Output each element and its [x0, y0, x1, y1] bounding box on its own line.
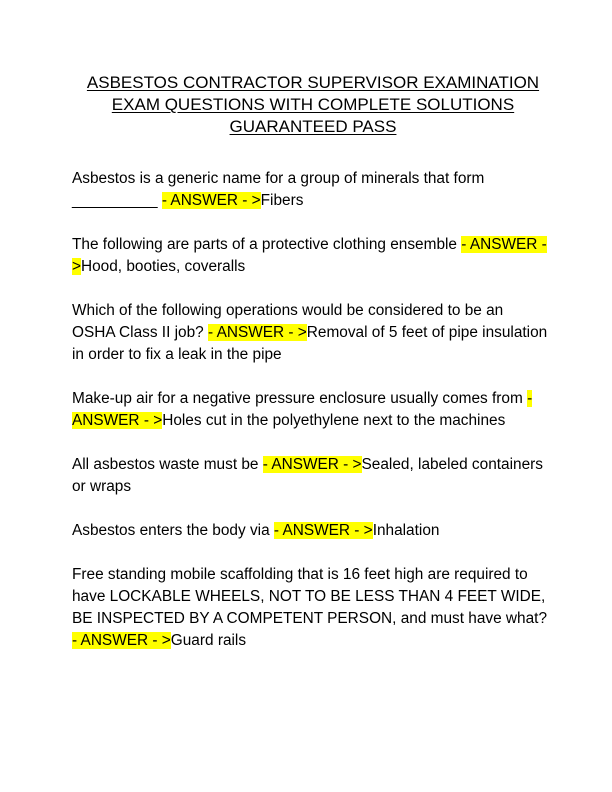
- question-text: Make-up air for a negative pressure enclosure usually comes from: [72, 390, 528, 407]
- answer-marker: - ANSWER - >: [72, 632, 171, 649]
- qa-item: [72, 388, 548, 432]
- question-text: Asbestos is a generic name for a group of minerals that form __________: [72, 170, 485, 209]
- title-line-2: EXAM QUESTIONS WITH COMPLETE SOLUTIONS: [111, 95, 515, 114]
- question-text: The following are parts of a protective clothing ensemble: [72, 236, 462, 253]
- qa-item: [72, 564, 548, 652]
- answer-text: Removal of 5 feet of pipe insulation in order to fix a leak in the pipe: [72, 324, 548, 363]
- qa-item: [72, 168, 548, 212]
- answer-text: Sealed, labeled containers or wraps: [72, 456, 543, 495]
- qa-item: [72, 300, 548, 366]
- answer-marker: - ANSWER - >: [208, 324, 307, 341]
- answer-marker: - ANSWER - >: [273, 522, 373, 539]
- answer-text: Holes cut in the polyethylene next to the machines: [162, 412, 506, 429]
- qa-item: [72, 454, 548, 498]
- title-line-1: ASBESTOS CONTRACTOR SUPERVISOR EXAMINATION: [86, 73, 540, 92]
- question-text: Which of the following operations would be considered to be an OSHA Class II job?: [72, 302, 504, 341]
- document-title: [72, 72, 548, 138]
- qa-item: [72, 520, 548, 542]
- answer-marker: - ANSWER - >: [72, 236, 547, 275]
- question-text: Free standing mobile scaffolding that is 16 feet high are required to have LOCKABLE WHEELS, NOT TO BE LESS THAN 4 FEET WIDE, BE INSPECTED BY A COMPETENT PERSON, and must have what?: [72, 566, 548, 627]
- title-line-3: GUARANTEED PASS: [229, 117, 397, 136]
- answer-text: Hood, booties, coveralls: [81, 258, 246, 275]
- question-text: Asbestos enters the body via: [72, 522, 274, 539]
- answer-marker: - ANSWER - >: [72, 390, 533, 429]
- qa-item: [72, 234, 548, 278]
- answer-text: Fibers: [260, 192, 304, 209]
- answer-marker: - ANSWER - >: [262, 456, 362, 473]
- answer-marker: - ANSWER - >: [161, 192, 261, 209]
- answer-text: Inhalation: [372, 522, 440, 539]
- question-text: All asbestos waste must be: [72, 456, 263, 473]
- answer-text: Guard rails: [170, 632, 247, 649]
